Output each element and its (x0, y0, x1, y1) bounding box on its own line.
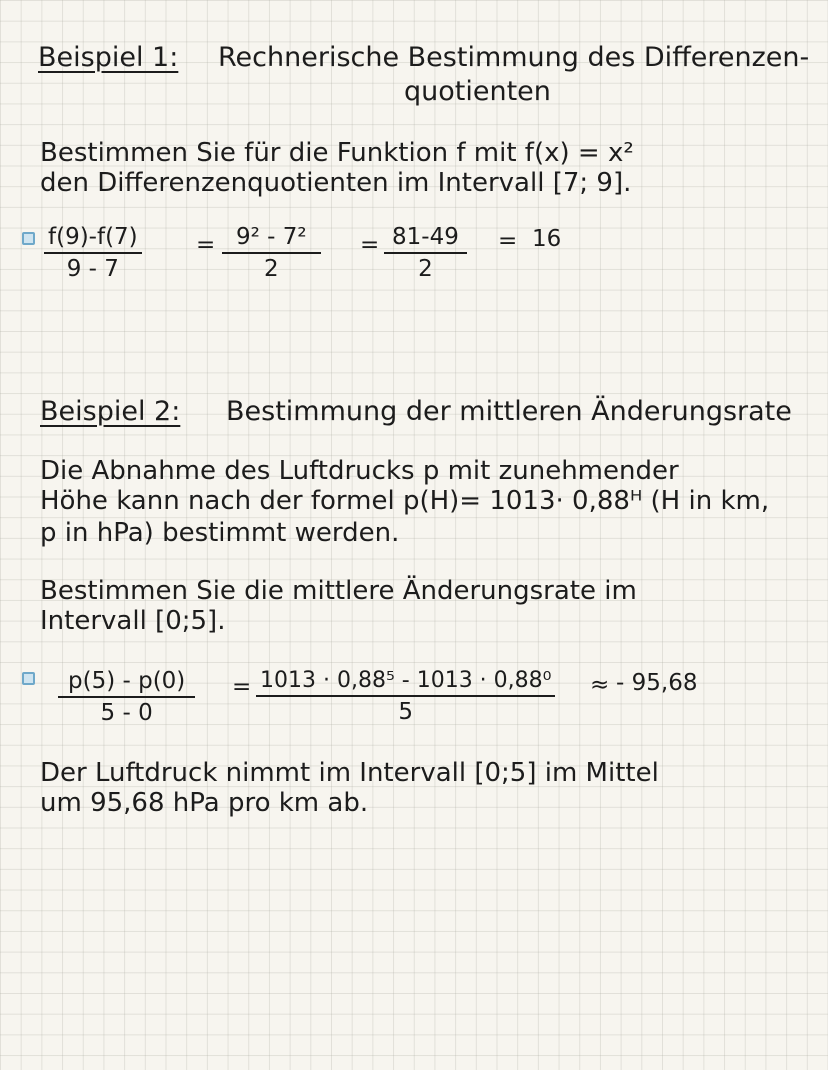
example2-frac1-denominator: 5 - 0 (100, 700, 153, 726)
example2-conclusion-line2: um 95,68 hPa pro km ab. (40, 788, 369, 818)
example1-label: Beispiel 1: (38, 42, 179, 73)
example1-task-line1: Bestimmen Sie für die Funktion f mit f(x) = x² (40, 138, 634, 168)
example2-fraction-2 (256, 670, 555, 724)
example1-title-line2: quotienten (404, 76, 551, 107)
example1-title-line1: Rechnerische Bestimmung des Differenzen- (218, 42, 810, 73)
example1-task-line2: den Differenzenquotienten im Intervall [7; 9]. (40, 168, 632, 198)
example2-frac2-denominator: 5 (398, 699, 414, 725)
example1-frac3-denominator: 2 (418, 256, 433, 282)
example2-title: Bestimmung der mittleren Änderungsrate (226, 396, 792, 427)
example1-result: 16 (532, 226, 562, 252)
example2-text-line2: Höhe kann nach der formel p(H)= 1013· 0,88ᴴ (H in km, (40, 486, 770, 516)
bullet-icon (22, 672, 35, 685)
equals-sign-2: = (360, 232, 380, 258)
example1-frac1-numerator: f(9)-f(7) (44, 226, 142, 254)
equals-sign-1: = (196, 232, 216, 258)
example1-frac3-numerator: 81-49 (384, 226, 467, 254)
example1-fraction-2 (222, 226, 321, 281)
equals-sign-3: = (498, 228, 518, 254)
example1-frac2-numerator: 9² - 7² (222, 226, 321, 254)
example2-fraction-1 (58, 670, 195, 725)
example2-task-line2: Intervall [0;5]. (40, 606, 226, 636)
example1-fraction-1 (44, 226, 142, 281)
bullet-icon (22, 232, 35, 245)
example2-task-line1: Bestimmen Sie die mittlere Änderungsrate im (40, 576, 637, 606)
example1-frac1-denominator: 9 - 7 (66, 256, 119, 282)
example2-label: Beispiel 2: (40, 396, 181, 427)
approx-sign: ≈ (590, 672, 610, 698)
example2-result: - 95,68 (616, 670, 698, 696)
example1-frac2-denominator: 2 (264, 256, 279, 282)
example1-fraction-3 (384, 226, 467, 281)
example2-text-line1: Die Abnahme des Luftdrucks p mit zunehmender (40, 456, 679, 486)
example2-text-line3: p in hPa) bestimmt werden. (40, 518, 400, 548)
example2-conclusion-line1: Der Luftdruck nimmt im Intervall [0;5] im Mittel (40, 758, 659, 788)
example2-frac2-numerator: 1013 · 0,88⁵ - 1013 · 0,88⁰ (256, 670, 555, 697)
equals-sign-4: = (232, 674, 252, 700)
example2-frac1-numerator: p(5) - p(0) (58, 670, 195, 698)
